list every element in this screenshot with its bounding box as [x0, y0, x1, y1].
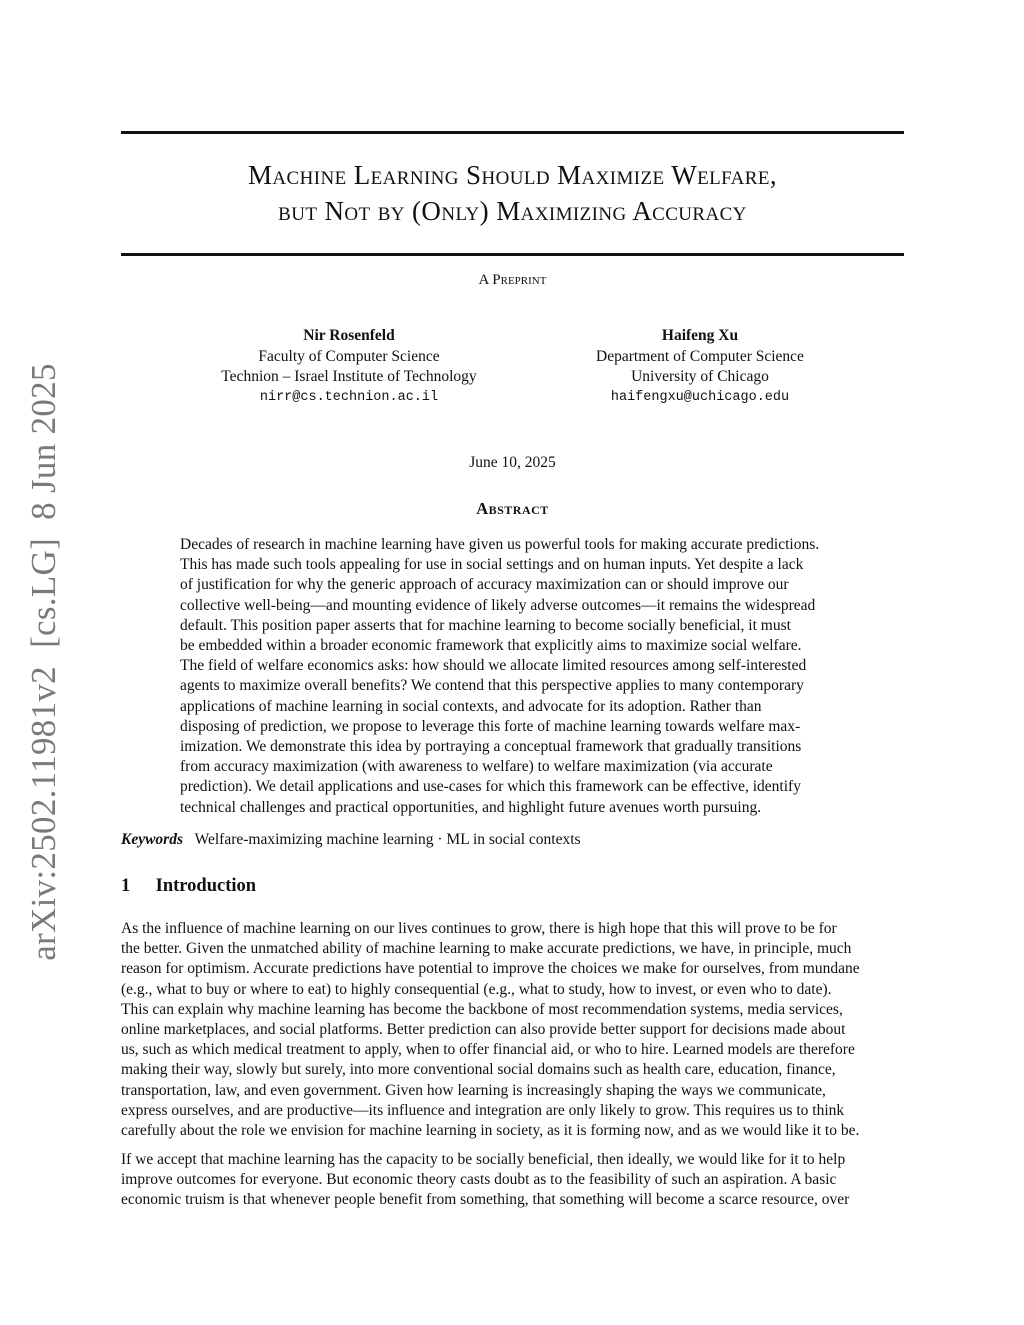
- author-name: Nir Rosenfeld: [303, 327, 395, 344]
- author-institution: Technion – Israel Institute of Technology: [221, 368, 477, 385]
- keywords-label: Keywords: [121, 831, 183, 848]
- author-institution: University of Chicago: [631, 368, 769, 385]
- author-department: Faculty of Computer Science: [258, 347, 440, 365]
- author-name: Haifeng Xu: [661, 327, 739, 344]
- author-email[interactable]: nirr@cs.technion.ac.il: [259, 389, 439, 405]
- arxiv-stamp: arXiv:2502.11981v2 [cs.LG] 8 Jun 2025: [24, 363, 63, 961]
- paper-title-line-2: but Not by (Only) Maximizing Accuracy: [278, 196, 747, 226]
- author-department: Department of Computer Science: [596, 347, 804, 365]
- keywords-line: [121, 831, 904, 849]
- author-block: [189, 326, 509, 408]
- body-paragraph: If we accept that machine learning has the capacity to be socially beneficial, then ideally, we would like for it to help improve outcomes for everyone. But economic theory casts doubt as to the feasibility of such an aspiration. A basic economic truism is that whenever people benefit from something, that something will become a scarce resource, over: [121, 1151, 850, 1209]
- keywords-value: Welfare-maximizing machine learning · ML in social contexts: [194, 831, 581, 848]
- title-rule-top: [121, 131, 904, 134]
- author-email[interactable]: haifengxu@uchicago.edu: [610, 389, 790, 405]
- abstract-body: Decades of research in machine learning have given us powerful tools for making accurate predictions. This has made such tools appealing for use in social settings and on human inputs. Yet despite a lack of justification for why the generic approach of accuracy maximization can or should improve our collective well-being—and mounting evidence of likely adverse outcomes—it remains the widespread default. This position paper asserts that for machine learning to become socially beneficial, it must be embedded within a broader economic framework that explicitly aims to maximize social welfare. The field of welfare economics asks: how should we allocate limited resources among self-interested agents to maximize overall benefits? We contend that this perspective applies to many contemporary applications of machine learning in social contexts, and advocate for its adoption. Rather than disposing of prediction, we propose to leverage this forte of machine learning towards welfare max- imization. We demonstrate this idea by portraying a conceptual framework that gradually transitions from accuracy maximization (with awareness to welfare) to welfare maximization (via accurate prediction). We detail applications and use-cases for which this framework can be effective, identify technical challenges and practical opportunities, and highlight future avenues worth pursuing.: [180, 536, 820, 816]
- preprint-label: A Preprint: [478, 272, 547, 288]
- publication-date: June 10, 2025: [469, 454, 556, 471]
- body-paragraph: As the influence of machine learning on our lives continues to grow, there is high hope that this will prove to be for the better. Given the unmatched ability of machine learning to make accurate predictions, we have, in principle, much reason for optimism. Accurate predictions have potential to improve the choices we make for ourselves, from mundane (e.g., what to buy or where to eat) to highly consequential (e.g., what to study, how to invest, or even who to date). This can explain why machine learning has become the backbone of most recommendation systems, media services, online marketplaces, and social platforms. Better prediction can also provide better support for decisions made about us, such as which medical treatment to apply, when to offer financial aid, or who to hire. Learned models are therefore making their way, slowly but surely, into more conventional social domains such as health care, education, finance, transportation, law, and even government. Given how learning is increasingly shaping the ways we communicate, express ourselves, and are productive—its influence and integration are only likely to grow. This requires us to think carefully about the role we envision for machine learning in society, as it is forming now, and as we would like it to be.: [121, 920, 860, 1140]
- author-block: [540, 326, 860, 408]
- section-heading: [121, 876, 256, 897]
- paper-title-line-1: Machine Learning Should Maximize Welfare,: [248, 160, 777, 190]
- section-title: Introduction: [155, 876, 257, 896]
- section-number: 1: [121, 876, 131, 896]
- abstract-heading: Abstract: [476, 499, 549, 518]
- title-rule-bottom: [121, 253, 904, 256]
